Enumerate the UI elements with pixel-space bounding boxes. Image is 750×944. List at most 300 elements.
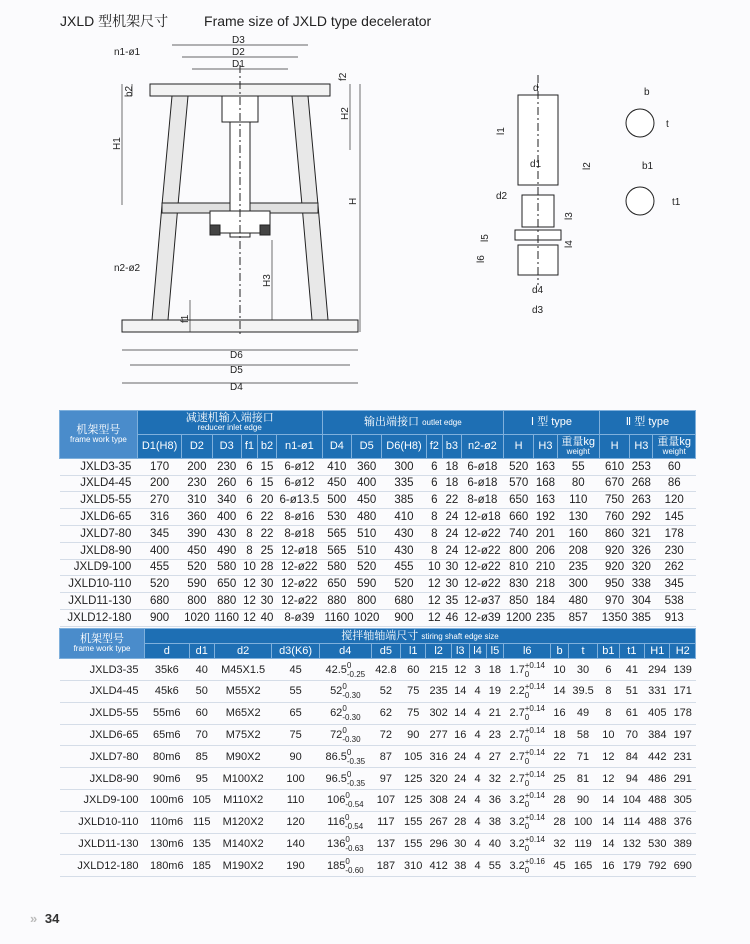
table-cell: 100m6: [145, 789, 189, 811]
label-H: H: [348, 197, 359, 205]
table-cell: 262: [653, 559, 696, 576]
label-D4: D4: [230, 382, 243, 393]
label-l4: l4: [564, 240, 575, 248]
table-cell: 6: [426, 475, 442, 492]
table-row: [60, 593, 696, 610]
table-cell: 268: [630, 475, 653, 492]
table-cell: 3.2 +0.14 0: [504, 811, 551, 833]
label-l2: l2: [582, 162, 593, 170]
t2-col-header: t1: [619, 644, 644, 659]
table-cell: 4: [469, 724, 486, 746]
t2-col-header: l4: [469, 644, 486, 659]
table-cell: 913: [653, 609, 696, 626]
table-cell: M140X2: [214, 833, 271, 855]
table-row: [60, 768, 696, 790]
table-cell: 450: [182, 542, 212, 559]
t2-col-header: l3: [451, 644, 469, 659]
table-cell: 412: [426, 855, 451, 877]
table-cell: 510: [352, 525, 382, 542]
label-t1: t1: [672, 197, 681, 208]
table-cell: 580: [212, 559, 241, 576]
t1-col-header: f2: [426, 434, 442, 458]
table-cell: 40: [486, 833, 504, 855]
table-cell: 38: [486, 811, 504, 833]
table-cell: 8: [426, 542, 442, 559]
tolerance: 0 -0.54: [344, 813, 364, 832]
table-cell: 4: [469, 855, 486, 877]
table-cell: 320: [426, 768, 451, 790]
table-row: [60, 789, 696, 811]
label-b1: b1: [642, 161, 654, 172]
table-cell: 184: [534, 593, 557, 610]
table-cell: 18: [551, 724, 569, 746]
table-cell: 920: [599, 542, 629, 559]
table-cell: 45: [272, 659, 319, 681]
table-cell: 71: [568, 746, 597, 768]
tolerance: +0.14 0: [524, 704, 545, 723]
table-cell: 70: [619, 724, 644, 746]
table-cell: 115: [189, 811, 214, 833]
page-title: [60, 11, 431, 31]
table-cell: 35k6: [145, 659, 189, 681]
table-cell: 530: [322, 509, 351, 526]
table-cell: 65: [272, 702, 319, 724]
table-cell: 192: [534, 509, 557, 526]
table-cell: M65X2: [214, 702, 271, 724]
table-cell: 308: [426, 789, 451, 811]
t1-col-header: H: [599, 434, 629, 458]
table-cell: 85: [189, 746, 214, 768]
table-cell: 24: [451, 789, 469, 811]
table-cell: 310: [182, 492, 212, 509]
table-cell: 450: [322, 475, 351, 492]
table-cell: 6: [241, 509, 257, 526]
t1-col-header: D2: [182, 434, 212, 458]
table-cell: 105: [189, 789, 214, 811]
table-cell: 12: [426, 593, 442, 610]
table-cell: 650: [322, 576, 351, 593]
table-row: [60, 609, 696, 626]
table-cell: 160: [557, 525, 599, 542]
t1-col-header: n1-ø1: [277, 434, 323, 458]
table-cell: 750: [599, 492, 629, 509]
page-number: 34: [44, 911, 60, 926]
table-cell: 565: [322, 525, 351, 542]
table-row: [60, 702, 696, 724]
table-cell: 95: [189, 768, 214, 790]
t2-col-header: b1: [598, 644, 620, 659]
tolerance: +0.14 0: [524, 813, 545, 832]
table-cell: 55: [272, 680, 319, 702]
table-row: [60, 659, 696, 681]
table-cell: 345: [137, 525, 181, 542]
table-cell: 41: [619, 659, 644, 681]
table-cell: 857: [557, 609, 599, 626]
frame-type-cell: JXLD9-100: [60, 559, 138, 576]
table-cell: 950: [599, 576, 629, 593]
table-cell: 8: [426, 509, 442, 526]
table-cell: 86.5 0 -0.35: [319, 746, 371, 768]
table-cell: 10: [241, 559, 257, 576]
table-cell: 235: [534, 609, 557, 626]
table-cell: 119: [568, 833, 597, 855]
label-d2: d2: [496, 191, 508, 202]
table-cell: 326: [630, 542, 653, 559]
table-row: [60, 458, 696, 475]
tolerance: 0 -0.30: [342, 725, 361, 744]
tolerance: +0.14 0: [524, 660, 545, 679]
table-cell: 55m6: [145, 702, 189, 724]
table-cell: 1160: [212, 609, 241, 626]
table-cell: 270: [137, 492, 181, 509]
table-cell: 106 0 -0.54: [319, 789, 371, 811]
table-row: [60, 833, 696, 855]
table-cell: 4: [469, 746, 486, 768]
table-cell: 345: [653, 576, 696, 593]
table-cell: 8-ø18: [277, 525, 323, 542]
table-cell: 292: [630, 509, 653, 526]
table-cell: 500: [322, 492, 351, 509]
table-cell: 12-ø22: [277, 593, 323, 610]
table-cell: 12-ø22: [461, 525, 503, 542]
table-cell: 32: [551, 833, 569, 855]
table-cell: 3.2 +0.14 0: [504, 833, 551, 855]
t1-col-header: H3: [534, 434, 557, 458]
table-cell: 680: [382, 593, 426, 610]
table-cell: 22: [551, 746, 569, 768]
table-cell: M190X2: [214, 855, 271, 877]
table-cell: 520: [504, 458, 534, 475]
t2-col-header: l5: [486, 644, 504, 659]
frame-type-cell: JXLD4-45: [60, 680, 145, 702]
table-cell: 430: [382, 525, 426, 542]
table-cell: 760: [599, 509, 629, 526]
table-cell: 163: [534, 492, 557, 509]
table-cell: 136 0 -0.63: [319, 833, 371, 855]
table-cell: 52 0 -0.30: [319, 680, 371, 702]
table-cell: 1.7 +0.14 0: [504, 659, 551, 681]
tolerance: +0.16 0: [524, 856, 545, 875]
table-cell: 30: [258, 593, 277, 610]
header-type1: Ⅰ 型 type: [504, 411, 600, 435]
table-cell: 405: [645, 702, 670, 724]
tolerance: +0.14 0: [524, 747, 545, 766]
table-cell: 800: [504, 542, 534, 559]
label-f1: f1: [180, 314, 191, 323]
table-cell: 384: [645, 724, 670, 746]
chevron-right-icon: »: [30, 911, 38, 926]
table-cell: 3.2 +0.16 0: [504, 855, 551, 877]
table-cell: 8: [598, 702, 620, 724]
table-cell: 45: [551, 855, 569, 877]
table-cell: 830: [504, 576, 534, 593]
frame-type-cell: JXLD9-100: [60, 789, 145, 811]
frame-type-cell: JXLD8-90: [60, 542, 138, 559]
table-cell: 6: [598, 659, 620, 681]
t2-col-header: d4: [319, 644, 371, 659]
table-row: [60, 680, 696, 702]
table-cell: 155: [401, 833, 426, 855]
table-cell: 231: [670, 746, 696, 768]
label-H1: H1: [112, 137, 123, 150]
table-cell: 2.7 +0.14 0: [504, 702, 551, 724]
table-cell: 3: [469, 659, 486, 681]
table-cell: 210: [534, 559, 557, 576]
table-cell: 72: [371, 724, 400, 746]
table-cell: 155: [401, 811, 426, 833]
tolerance: +0.14 0: [524, 791, 545, 810]
table-cell: 455: [137, 559, 181, 576]
table-cell: 4: [469, 680, 486, 702]
label-f2: f2: [338, 72, 349, 81]
table-cell: 390: [182, 525, 212, 542]
table-cell: 18: [442, 475, 461, 492]
table-cell: 6-ø12: [277, 475, 323, 492]
table-row: [60, 475, 696, 492]
table-cell: 305: [670, 789, 696, 811]
table-cell: 58: [568, 724, 597, 746]
table-cell: 75: [401, 702, 426, 724]
table-cell: 970: [599, 593, 629, 610]
table-cell: 24: [442, 509, 461, 526]
table-cell: 23: [486, 724, 504, 746]
table-cell: 6-ø18: [461, 475, 503, 492]
label-D6: D6: [230, 350, 243, 361]
label-H2: H2: [340, 107, 351, 120]
table-cell: 94: [619, 768, 644, 790]
table-cell: 117: [371, 811, 400, 833]
table-cell: 96.5 0 -0.35: [319, 768, 371, 790]
table-row: [60, 525, 696, 542]
table-cell: 277: [426, 724, 451, 746]
label-d3: d3: [532, 305, 544, 316]
table-cell: 253: [630, 458, 653, 475]
table-cell: 22: [258, 509, 277, 526]
table-cell: 86: [653, 475, 696, 492]
table-cell: 145: [653, 509, 696, 526]
table-cell: 455: [382, 559, 426, 576]
table-cell: 16: [598, 855, 620, 877]
table-cell: 61: [619, 702, 644, 724]
table-cell: 480: [557, 593, 599, 610]
table-cell: 8: [241, 542, 257, 559]
t1-col-header: 重量kg weight: [557, 434, 599, 458]
table-cell: 300: [557, 576, 599, 593]
table-cell: 197: [670, 724, 696, 746]
table-cell: 670: [599, 475, 629, 492]
table-row: [60, 542, 696, 559]
table-cell: 100: [272, 768, 319, 790]
table-cell: 316: [137, 509, 181, 526]
t2-col-header: H2: [670, 644, 696, 659]
table-cell: 185: [189, 855, 214, 877]
table-cell: 104: [619, 789, 644, 811]
t2-col-header: d3(K6): [272, 644, 319, 659]
table-cell: 400: [212, 509, 241, 526]
table-cell: 920: [599, 559, 629, 576]
table-cell: 850: [504, 593, 534, 610]
table-cell: M75X2: [214, 724, 271, 746]
frame-type-cell: JXLD6-65: [60, 724, 145, 746]
table-cell: 21: [486, 702, 504, 724]
table-cell: 12-ø37: [461, 593, 503, 610]
table-cell: 810: [504, 559, 534, 576]
table-cell: 178: [653, 525, 696, 542]
table-cell: 260: [212, 475, 241, 492]
table-cell: 12: [598, 768, 620, 790]
table-cell: 116 0 -0.54: [319, 811, 371, 833]
label-n1: n1-ø1: [114, 47, 141, 58]
table-cell: 12: [241, 593, 257, 610]
table-cell: 410: [382, 509, 426, 526]
t1-col-header: H3: [630, 434, 653, 458]
title-cn: JXLD 型机架尺寸: [60, 13, 169, 29]
table-cell: 1350: [599, 609, 629, 626]
tolerance: 0 -0.63: [345, 834, 364, 853]
table-cell: 72 0 -0.30: [319, 724, 371, 746]
table-cell: 294: [645, 659, 670, 681]
table-cell: 130m6: [145, 833, 189, 855]
tolerance: 0 -0.30: [342, 682, 361, 701]
table-cell: M100X2: [214, 768, 271, 790]
table-cell: 60: [653, 458, 696, 475]
table-cell: 70: [189, 724, 214, 746]
table-cell: 42.5 0 -0.25: [319, 659, 371, 681]
label-D5: D5: [230, 365, 243, 376]
table-cell: 114: [619, 811, 644, 833]
table-cell: 291: [670, 768, 696, 790]
table-cell: 12: [451, 659, 469, 681]
table-cell: 107: [371, 789, 400, 811]
table-cell: 97: [371, 768, 400, 790]
table-cell: 206: [534, 542, 557, 559]
table-cell: 35: [442, 593, 461, 610]
table-cell: 208: [557, 542, 599, 559]
table-cell: 19: [486, 680, 504, 702]
table-cell: 190: [272, 855, 319, 877]
label-H3: H3: [262, 274, 273, 287]
table-cell: 230: [212, 458, 241, 475]
frame-outline: [122, 65, 358, 335]
t2-col-header: t: [568, 644, 597, 659]
t1-col-header: D3: [212, 434, 241, 458]
table-cell: 120: [272, 811, 319, 833]
frame-type-cell: JXLD7-80: [60, 746, 145, 768]
table-cell: 900: [382, 609, 426, 626]
table-cell: 590: [352, 576, 382, 593]
label-t: t: [666, 119, 669, 130]
table-cell: 8: [598, 680, 620, 702]
tolerance: +0.14 0: [524, 682, 545, 701]
table-cell: M120X2: [214, 811, 271, 833]
table-cell: 12-ø18: [277, 542, 323, 559]
table-cell: 6: [426, 492, 442, 509]
t2-col-header: b: [551, 644, 569, 659]
table-cell: 400: [137, 542, 181, 559]
table-cell: 338: [630, 576, 653, 593]
table-cell: 120: [653, 492, 696, 509]
table-cell: 137: [371, 833, 400, 855]
table-cell: 430: [382, 542, 426, 559]
table-cell: 135: [189, 833, 214, 855]
table-cell: 28: [451, 811, 469, 833]
frame-size-table: [59, 410, 696, 627]
table-cell: 2.7 +0.14 0: [504, 746, 551, 768]
tolerance: 0 -0.35: [346, 769, 366, 788]
frame-type-cell: JXLD7-80: [60, 525, 138, 542]
table-cell: 45k6: [145, 680, 189, 702]
label-b: b: [644, 87, 650, 98]
table-cell: 6: [426, 458, 442, 475]
table-cell: 51: [619, 680, 644, 702]
table-cell: 8: [426, 525, 442, 542]
table-cell: 12-ø22: [461, 559, 503, 576]
t1-col-header: b3: [442, 434, 461, 458]
table-cell: 6-ø12: [277, 458, 323, 475]
t1-col-header: D1(H8): [137, 434, 181, 458]
table-cell: 14: [598, 811, 620, 833]
tolerance: 0 -0.35: [346, 747, 366, 766]
table-row: [60, 724, 696, 746]
t2-col-header: d: [145, 644, 189, 659]
table-cell: 30: [568, 659, 597, 681]
table-row: [60, 492, 696, 509]
t1-col-header: D5: [352, 434, 382, 458]
table-cell: 296: [426, 833, 451, 855]
table-row: [60, 576, 696, 593]
t1-col-header: D6(H8): [382, 434, 426, 458]
table-cell: 410: [322, 458, 351, 475]
table-cell: 40: [189, 659, 214, 681]
table-cell: 385: [382, 492, 426, 509]
table-cell: 30: [451, 833, 469, 855]
table-cell: 178: [670, 702, 696, 724]
table-cell: 2.2 +0.14 0: [504, 680, 551, 702]
label-l5: l5: [480, 234, 491, 242]
t1-col-header: D4: [322, 434, 351, 458]
table-cell: 321: [630, 525, 653, 542]
table-cell: 430: [212, 525, 241, 542]
frame-type-cell: JXLD12-180: [60, 855, 145, 877]
table-cell: 4: [469, 768, 486, 790]
table-cell: 8-ø39: [277, 609, 323, 626]
table-cell: 4: [469, 833, 486, 855]
frame-type-cell: JXLD5-55: [60, 702, 145, 724]
table-cell: 12: [426, 576, 442, 593]
table-cell: 400: [352, 475, 382, 492]
table-cell: 510: [352, 542, 382, 559]
table-cell: 3.2 +0.14 0: [504, 789, 551, 811]
table-cell: 14: [598, 833, 620, 855]
frame-type-cell: JXLD11-130: [60, 833, 145, 855]
table-cell: 170: [137, 458, 181, 475]
table-cell: 12-ø22: [461, 576, 503, 593]
t1-col-header: f1: [241, 434, 257, 458]
table-cell: 8-ø16: [277, 509, 323, 526]
table-cell: 530: [645, 833, 670, 855]
table-cell: 100: [568, 811, 597, 833]
table-cell: 14: [598, 789, 620, 811]
table-row: [60, 855, 696, 877]
table-cell: 12: [426, 609, 442, 626]
table-cell: 90: [272, 746, 319, 768]
table-cell: 565: [322, 542, 351, 559]
table-cell: 12: [241, 576, 257, 593]
table-cell: 81: [568, 768, 597, 790]
t2-col-header: l2: [426, 644, 451, 659]
table-cell: 60: [189, 702, 214, 724]
table-cell: 14: [451, 680, 469, 702]
